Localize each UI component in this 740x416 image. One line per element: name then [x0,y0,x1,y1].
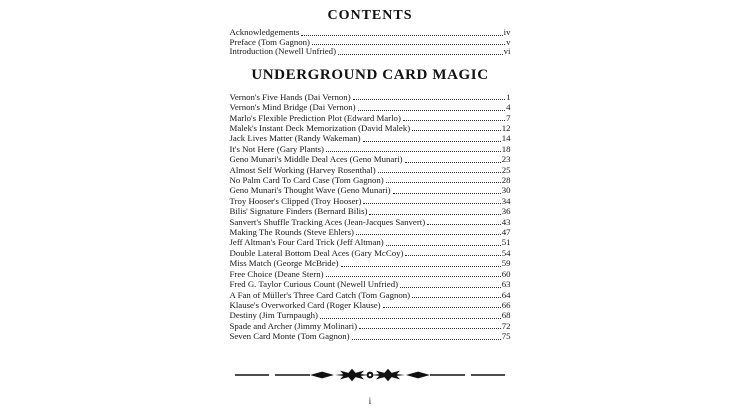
chapter-list [230,92,511,342]
dotted-leader [403,120,505,121]
dotted-leader [358,110,506,111]
toc-entry-page: 63 [501,279,511,290]
dotted-leader [363,141,501,142]
toc-entry [230,144,511,154]
toc-entry [230,133,511,143]
toc-entry [230,102,511,112]
toc-entry-title: Free Choice (Deane Stern) [229,268,324,279]
dotted-leader [386,245,501,246]
toc-entry [230,290,511,300]
toc-entry-title: Fred G. Taylor Curious Count (Newell Unfried) [229,279,399,290]
toc-entry-page: 4 [506,102,511,113]
toc-entry-page: 23 [501,154,511,165]
toc-entry-page: 25 [501,164,511,175]
toc-entry-page: 64 [501,289,511,300]
toc-entry-title: Malek's Instant Deck Memorization (David Malek) [229,123,411,133]
toc-entry-page: 72 [501,320,511,331]
dotted-leader [405,255,500,256]
dotted-leader [359,328,501,329]
toc-entry [230,258,511,268]
toc-entry [230,175,511,185]
dotted-leader [412,297,501,298]
toc-entry-title: Geno Munari's Middle Deal Aces (Geno Munari) [229,154,403,165]
toc-entry-title: Almost Self Working (Harvey Rosenthal) [229,164,376,175]
toc-entry-title: Preface (Tom Gagnon) [229,36,310,47]
toc-entry-page: 66 [501,299,511,310]
dotted-leader [353,99,505,100]
dotted-leader [301,35,502,36]
toc-entry-title: Introduction (Newell Unfried) [229,46,337,57]
dotted-leader [427,224,501,225]
toc-entry-page: 60 [501,268,511,279]
toc-entry [230,154,511,164]
toc-entry-title: Jeff Altman's Four Card Trick (Jeff Altman) [229,237,384,248]
toc-entry [230,300,511,310]
toc-entry-title: Miss Match (George McBride) [229,258,339,269]
toc-entry [230,185,511,195]
toc-entry-title: Marlo's Flexible Prediction Plot (Edward Marlo) [229,112,401,123]
toc-entry-title: Troy Hooser's Clipped (Troy Hooser) [229,195,362,206]
toc-entry-page: 68 [501,310,511,321]
toc-entry-title: Acknowledgements [229,27,300,37]
toc-entry-title: Double Lateral Bottom Deal Aces (Gary McCoy) [229,247,404,258]
toc-entry-page: 7 [506,112,511,123]
toc-entry-page: iv [503,27,511,37]
dotted-leader [312,44,505,45]
front-matter-list [230,28,511,57]
toc-entry [230,279,511,289]
toc-entry-title: Klause's Overworked Card (Roger Klause) [229,299,381,310]
toc-entry-page: 30 [501,185,511,196]
dotted-leader [383,307,501,308]
fleuron-divider-icon [235,368,505,382]
toc-entry-page: vi [503,46,511,57]
dotted-leader [326,276,501,277]
toc-entry [230,269,511,279]
dotted-leader [378,172,501,173]
toc-entry-page: 43 [501,216,511,227]
toc-entry-page: 28 [501,175,511,186]
toc-entry-page: 1 [506,91,511,102]
dotted-leader [369,214,500,215]
toc-entry-title: Jack Lives Matter (Randy Wakeman) [229,133,361,144]
dotted-leader [400,287,501,288]
toc-entry-page: 34 [501,195,511,206]
toc-entry-title: Vernon's Mind Bridge (Dai Vernon) [229,102,356,113]
dotted-leader [338,54,503,55]
toc-entry-page: 54 [501,247,511,258]
toc-entry [230,123,511,133]
dotted-leader [405,162,501,163]
toc-entry-title: It's Not Here (Gary Plants) [229,143,324,154]
toc-entry-page: 59 [501,258,511,269]
toc-entry-page: 36 [501,206,511,217]
dotted-leader [326,151,501,152]
toc-entry-title: Making The Rounds (Steve Ehlers) [229,227,354,238]
toc-entry-title: Sanvert's Shuffle Tracking Aces (Jean-Jacques Sanvert) [229,216,426,227]
toc-entry [230,92,511,102]
dotted-leader [386,182,501,183]
contents-heading: CONTENTS [327,8,413,23]
toc-entry [230,217,511,227]
dotted-leader [352,339,501,340]
toc-entry-title: Geno Munari's Thought Wave (Geno Munari) [229,185,391,196]
toc-entry-title: Destiny (Jim Turnpaugh) [229,310,318,321]
toc-entry [230,248,511,258]
dotted-leader [320,318,501,319]
toc-entry [230,237,511,247]
dotted-leader [356,234,501,235]
divider-ornament [0,368,740,387]
toc-entry-page: v [506,36,511,47]
toc-entry [230,165,511,175]
toc-entry-title: Bilis' Signature Finders (Bernard Bilis) [229,206,368,217]
dotted-leader [363,203,500,204]
page-number: i [368,396,372,407]
toc-entry-page: 75 [501,331,511,342]
toc-entry-page: 12 [501,123,511,133]
toc-entry-page: 47 [501,227,511,238]
toc-entry [230,47,511,57]
toc-entry [230,331,511,341]
toc-entry [230,321,511,331]
dotted-leader [412,130,501,131]
toc-entry [230,227,511,237]
toc-entry-title: Spade and Archer (Jimmy Molinari) [229,320,358,331]
toc-entry-title: No Palm Card To Card Case (Tom Gagnon) [229,175,384,186]
toc-entry-title: A Fan of Müller's Three Card Catch (Tom Gagnon) [229,289,411,300]
toc-entry [230,310,511,320]
section-heading: UNDERGROUND CARD MAGIC [251,66,489,83]
toc-entry-title: Vernon's Five Hands (Dai Vernon) [229,91,351,102]
toc-entry [230,206,511,216]
dotted-leader [341,266,501,267]
toc-entry-page: 51 [501,237,511,248]
toc-entry [230,196,511,206]
toc-entry-page: 18 [501,143,511,154]
dotted-leader [393,193,501,194]
toc-entry-title: Seven Card Monte (Tom Gagnon) [229,331,350,342]
toc-entry [230,113,511,123]
toc-entry-page: 14 [501,133,511,144]
